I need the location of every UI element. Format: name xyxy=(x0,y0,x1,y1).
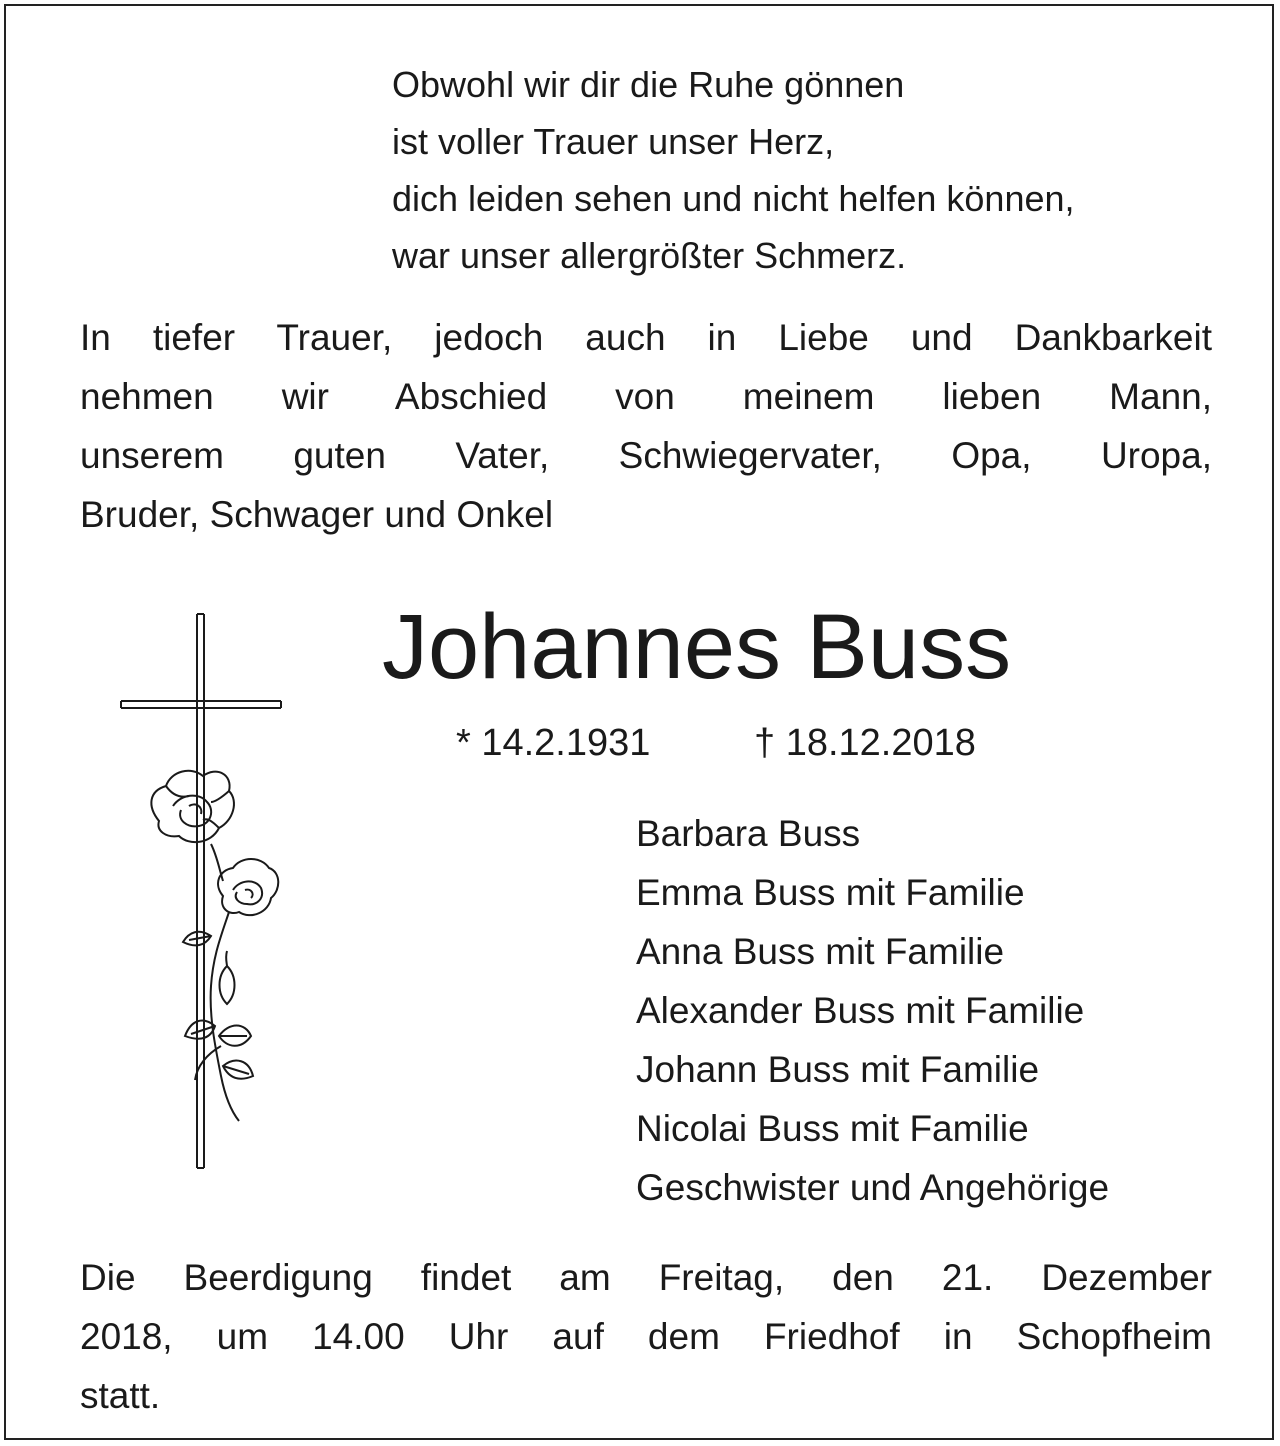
mourner-name: Barbara Buss xyxy=(636,813,861,854)
cross-with-roses-icon xyxy=(111,606,291,1181)
mourner-name: Anna Buss mit Familie xyxy=(636,931,1005,972)
intro-line: Bruder, Schwager und Onkel xyxy=(80,494,554,535)
intro-line: unserem guten Vater, Schwiegervater, Opa, Uropa, xyxy=(80,435,1212,476)
mourner-name: Alexander Buss mit Familie xyxy=(636,990,1085,1031)
funeral-line: 2018, um 14.00 Uhr auf dem Friedhof in Schopfheim xyxy=(80,1316,1212,1357)
intro-line: nehmen wir Abschied von meinem lieben Mann, xyxy=(80,376,1212,417)
obituary-frame xyxy=(4,4,1274,1440)
poem-line: war unser allergrößter Schmerz. xyxy=(392,235,907,276)
poem-line: ist voller Trauer unser Herz, xyxy=(392,121,835,162)
mourners-list xyxy=(636,804,1109,1217)
mourner-name: Johann Buss mit Familie xyxy=(636,1049,1040,1090)
intro-line: In tiefer Trauer, jedoch auch in Liebe und Dankbarkeit xyxy=(80,317,1212,358)
funeral-notice xyxy=(80,1248,1212,1425)
poem-line: dich leiden sehen und nicht helfen können, xyxy=(392,178,1075,219)
intro-text xyxy=(80,308,1212,544)
funeral-line: statt. xyxy=(80,1375,161,1416)
birth-date: * 14.2.1931 xyxy=(456,722,651,764)
mourner-name: Emma Buss mit Familie xyxy=(636,872,1025,913)
death-date: † 18.12.2018 xyxy=(754,722,976,764)
poem-line: Obwohl wir dir die Ruhe gönnen xyxy=(392,64,905,105)
mourner-name: Nicolai Buss mit Familie xyxy=(636,1108,1029,1149)
poem xyxy=(392,56,1075,284)
deceased-name: Johannes Buss xyxy=(382,596,1012,698)
mourner-name: Geschwister und Angehörige xyxy=(636,1167,1110,1208)
funeral-line: Die Beerdigung findet am Freitag, den 21. Dezember xyxy=(80,1257,1212,1298)
